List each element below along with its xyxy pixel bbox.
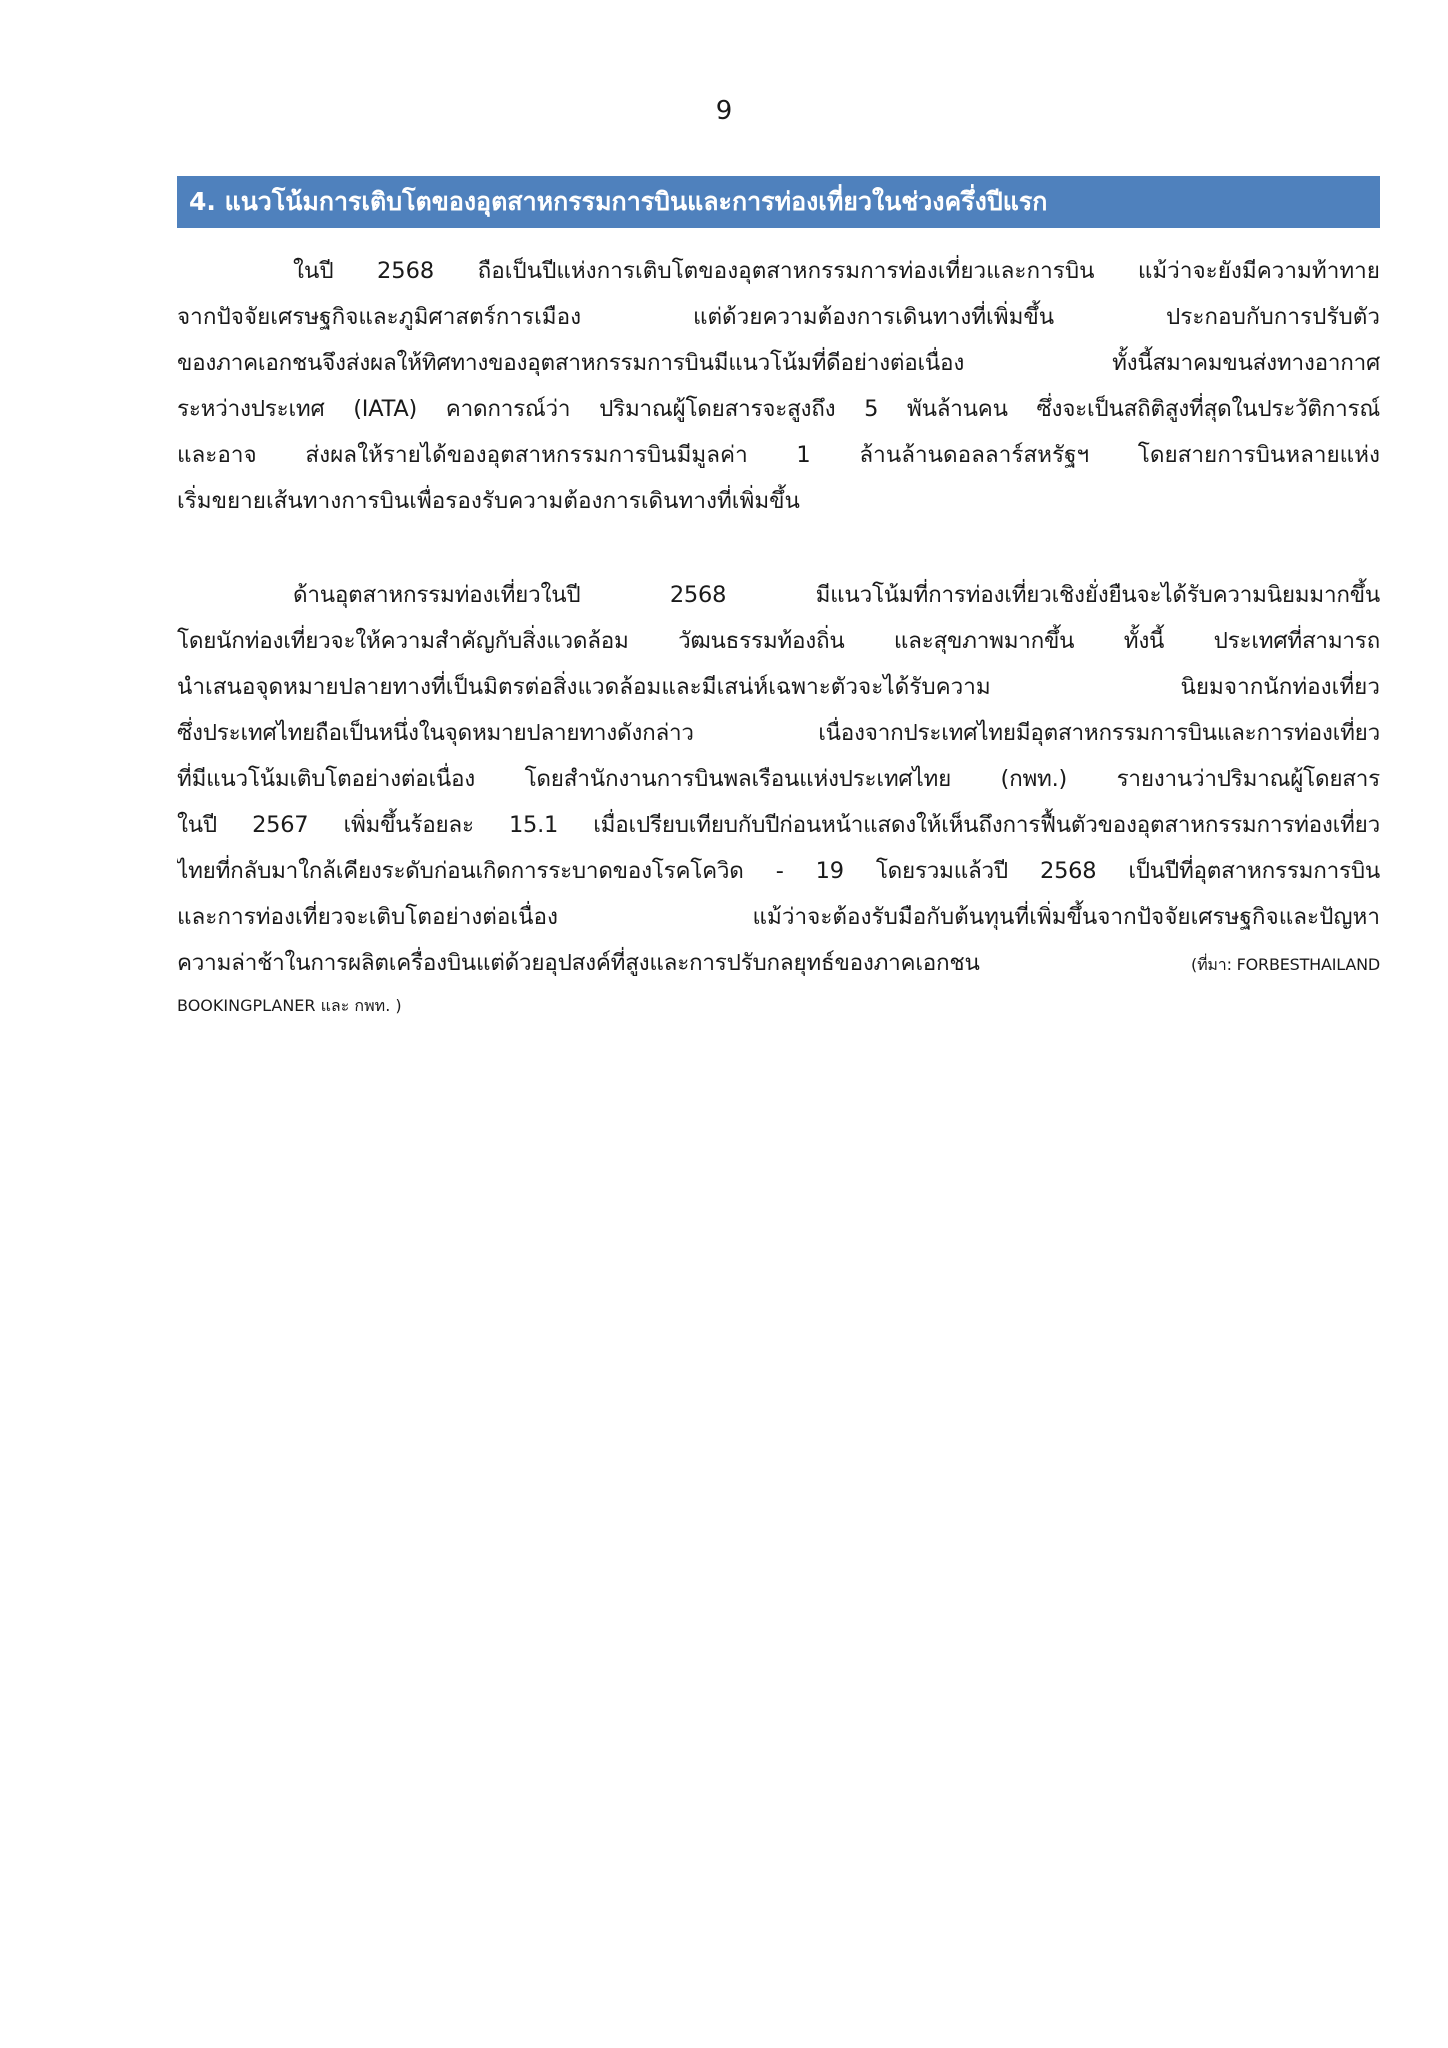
section-heading: 4. แนวโน้มการเติบโตของอุตสาหกรรมการบินและการท่องเที่ยวในช่วงครึ่งปีแรก bbox=[177, 176, 1380, 228]
paragraph-line: ซึ่งประเทศไทยถือเป็นหนึ่งในจุดหมายปลายทางดังกล่าว เนื่องจากประเทศไทยมีอุตสาหกรรมการบินและการท่องเที่ยว bbox=[177, 720, 1380, 746]
paragraph-line: ในปี 2568 ถือเป็นปีแห่งการเติบโตของอุตสาหกรรมการท่องเที่ยวและการบิน แม้ว่าจะยังมีความท้าทาย bbox=[293, 258, 1380, 284]
paragraph-line-with-source bbox=[177, 940, 1380, 986]
paragraph-line: ไทยที่กลับมาใกล้เคียงระดับก่อนเกิดการระบาดของโรคโควิด - 19 โดยรวมแล้วปี 2568 เป็นปีที่อุตสาหกรรมการบิน bbox=[177, 858, 1380, 884]
paragraph-line: ระหว่างประเทศ (IATA) คาดการณ์ว่า ปริมาณผู้โดยสารจะสูงถึง 5 พันล้านคน ซึ่งจะเป็นสถิติสูงที่สุดในประวัติการณ์ bbox=[177, 396, 1380, 422]
paragraph-line-text: ความล่าช้าในการผลิตเครื่องบินแต่ด้วยอุปสงค์ที่สูงและการปรับกลยุทธ์ของภาคเอกชน bbox=[177, 950, 980, 976]
paragraph-line: ด้านอุตสาหกรรมท่องเที่ยวในปี 2568 มีแนวโน้มที่การท่องเที่ยวเชิงยั่งยืนจะได้รับความนิยมมากขึ้น bbox=[293, 582, 1380, 608]
page-number: 9 bbox=[715, 96, 733, 126]
source-citation-continued: BOOKINGPLANER และ กพท. ) bbox=[177, 996, 402, 1015]
paragraph-line: เริ่มขยายเส้นทางการบินเพื่อรองรับความต้องการเดินทางที่เพิ่มขึ้น bbox=[177, 488, 800, 514]
paragraph-line: โดยนักท่องเที่ยวจะให้ความสำคัญกับสิ่งแวดล้อม วัฒนธรรมท้องถิ่น และสุขภาพมากขึ้น ทั้งนี้ ประเทศที่สามารถ bbox=[177, 628, 1380, 654]
paragraph-line: จากปัจจัยเศรษฐกิจและภูมิศาสตร์การเมือง แต่ด้วยความต้องการเดินทางที่เพิ่มขึ้น ประกอบกับการปรับตัว bbox=[177, 304, 1380, 330]
paragraph-line: นำเสนอจุดหมายปลายทางที่เป็นมิตรต่อสิ่งแวดล้อมและมีเสน่ห์เฉพาะตัวจะได้รับความ นิยมจากนักท่องเที่ยว bbox=[177, 674, 1380, 700]
paragraph-1 bbox=[177, 248, 1380, 524]
paragraph-2 bbox=[177, 572, 1380, 1026]
paragraph-line: และการท่องเที่ยวจะเติบโตอย่างต่อเนื่อง แม้ว่าจะต้องรับมือกับต้นทุนที่เพิ่มขึ้นจากปัจจัยเศรษฐกิจและปัญหา bbox=[177, 904, 1380, 930]
paragraph-line: ที่มีแนวโน้มเติบโตอย่างต่อเนื่อง โดยสำนักงานการบินพลเรือนแห่งประเทศไทย (กพท.) รายงานว่าปริมาณผู้โดยสาร bbox=[177, 766, 1380, 792]
paragraph-line: ของภาคเอกชนจึงส่งผลให้ทิศทางของอุตสาหกรรมการบินมีแนวโน้มที่ดีอย่างต่อเนื่อง ทั้งนี้สมาคมขนส่งทางอากาศ bbox=[177, 350, 1380, 376]
paragraph-line: และอาจ ส่งผลให้รายได้ของอุตสาหกรรมการบินมีมูลค่า 1 ล้านล้านดอลลาร์สหรัฐฯ โดยสายการบินหลายแห่ง bbox=[177, 442, 1380, 468]
paragraph-line: ในปี 2567 เพิ่มขึ้นร้อยละ 15.1 เมื่อเปรียบเทียบกับปีก่อนหน้าแสดงให้เห็นถึงการฟื้นตัวของอุตสาหกรรมการท่องเที่ยว bbox=[177, 812, 1380, 838]
source-citation: (ที่มา: FORBESTHAILAND bbox=[1191, 955, 1380, 974]
